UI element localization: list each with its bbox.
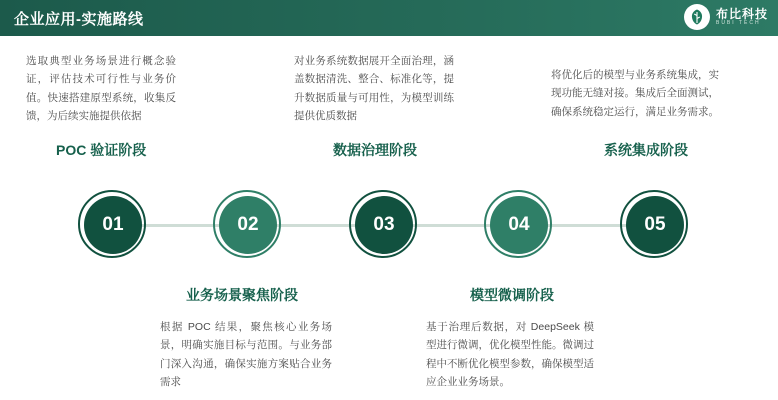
leaf-logo-icon <box>684 4 710 30</box>
node-number-3: 03 <box>373 214 395 235</box>
brand-name-cn: 布比科技 <box>715 7 768 22</box>
stage-description-2: 根据 POC 结果，聚焦核心业务场景，明确实施目标与范围。与业务部门深入沟通，确保实施方案贴合业务需求 <box>160 321 332 389</box>
timeline-node-5[interactable] <box>626 196 684 254</box>
stage-title-2: 业务场景聚焦阶段 <box>186 287 298 303</box>
timeline-node-3[interactable] <box>355 196 413 254</box>
slide-header <box>0 0 778 36</box>
brand-name-en: BUBI TECH <box>715 19 761 26</box>
stage-title-4: 模型微调阶段 <box>470 287 554 303</box>
stage-title-1: POC 验证阶段 <box>56 142 147 158</box>
stage-title-3: 数据治理阶段 <box>333 142 417 158</box>
stage-description-4: 基于治理后数据，对 DeepSeek 模型进行微调，优化模型性能。微调过程中不断优化模型参数，确保模型适应企业业务场景。 <box>426 321 594 389</box>
stage-description-5: 将优化后的模型与业务系统集成，实现功能无缝对接。集成后全面测试，确保系统稳定运行，满足业务需求。 <box>551 69 719 118</box>
stage-title-5: 系统集成阶段 <box>604 142 688 158</box>
page-title: 企业应用-实施路线 <box>14 11 144 28</box>
timeline-node-1[interactable] <box>84 196 142 254</box>
timeline-node-2[interactable] <box>219 196 277 254</box>
timeline-node-4[interactable] <box>490 196 548 254</box>
leaf-logo-glyph <box>688 8 706 26</box>
brand-logo <box>684 4 768 30</box>
node-number-1: 01 <box>102 214 124 235</box>
node-number-5: 05 <box>644 214 666 235</box>
stage-description-1: 选取典型业务场景进行概念验证，评估技术可行性与业务价值。快速搭建原型系统，收集反馈，为后续实施提供依据 <box>26 55 176 123</box>
stage-description-3: 对业务系统数据展开全面治理，涵盖数据清洗、整合、标准化等，提升数据质量与可用性，为模型训练提供优质数据 <box>294 55 454 123</box>
brand-text <box>716 8 768 26</box>
node-number-4: 04 <box>508 214 530 235</box>
node-number-2: 02 <box>237 214 259 235</box>
